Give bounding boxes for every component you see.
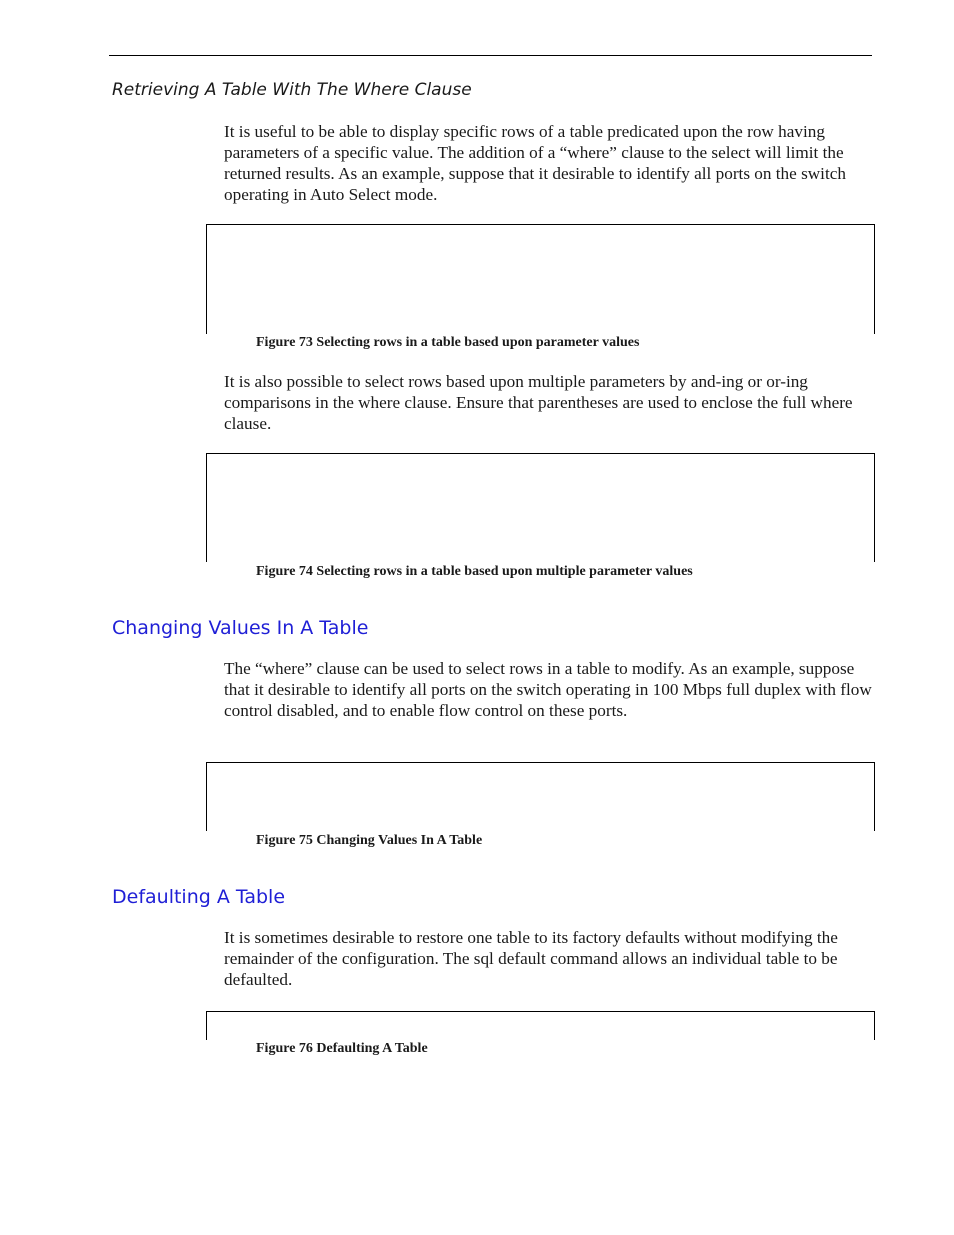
paragraph-changing-values: The “where” clause can be used to select rows in a table to modify. As an example, suppose that it desirable to identify all ports on the switch operating in 100 Mbps full duplex with flow control disabled, and to enable flow control on these ports. bbox=[224, 659, 872, 720]
heading-defaulting: Defaulting A Table bbox=[112, 886, 286, 908]
heading-where-clause: Retrieving A Table With The Where Clause bbox=[112, 80, 472, 100]
figure-76-box bbox=[206, 1011, 875, 1040]
figure-75-caption: Figure 75 Changing Values In A Table bbox=[256, 833, 483, 848]
paragraph-where-clause-intro: It is useful to be able to display specific rows of a table predicated upon the row having parameters of a specific value. The addition of a “where” clause to the select will limit the returned results. As an example, suppose that it desirable to identify all ports on the switch operating in Auto Select mode. bbox=[224, 122, 846, 204]
paragraph-defaulting: It is sometimes desirable to restore one table to its factory defaults without modifying the remainder of the configuration. The sql default command allows an individual table to be defaulted. bbox=[224, 928, 838, 989]
header-rule bbox=[109, 55, 872, 56]
figure-75-box bbox=[206, 762, 875, 831]
figure-73-caption: Figure 73 Selecting rows in a table based upon parameter values bbox=[256, 335, 640, 350]
paragraph-multiple-parameters: It is also possible to select rows based upon multiple parameters by and-ing or or-ing comparisons in the where clause. Ensure that parentheses are used to enclose the full where clause. bbox=[224, 372, 853, 433]
figure-74-box bbox=[206, 453, 875, 562]
figure-73-box bbox=[206, 224, 875, 334]
figure-74-caption: Figure 74 Selecting rows in a table based upon multiple parameter values bbox=[256, 564, 693, 579]
figure-76-caption: Figure 76 Defaulting A Table bbox=[256, 1041, 428, 1056]
heading-changing-values: Changing Values In A Table bbox=[112, 617, 369, 639]
